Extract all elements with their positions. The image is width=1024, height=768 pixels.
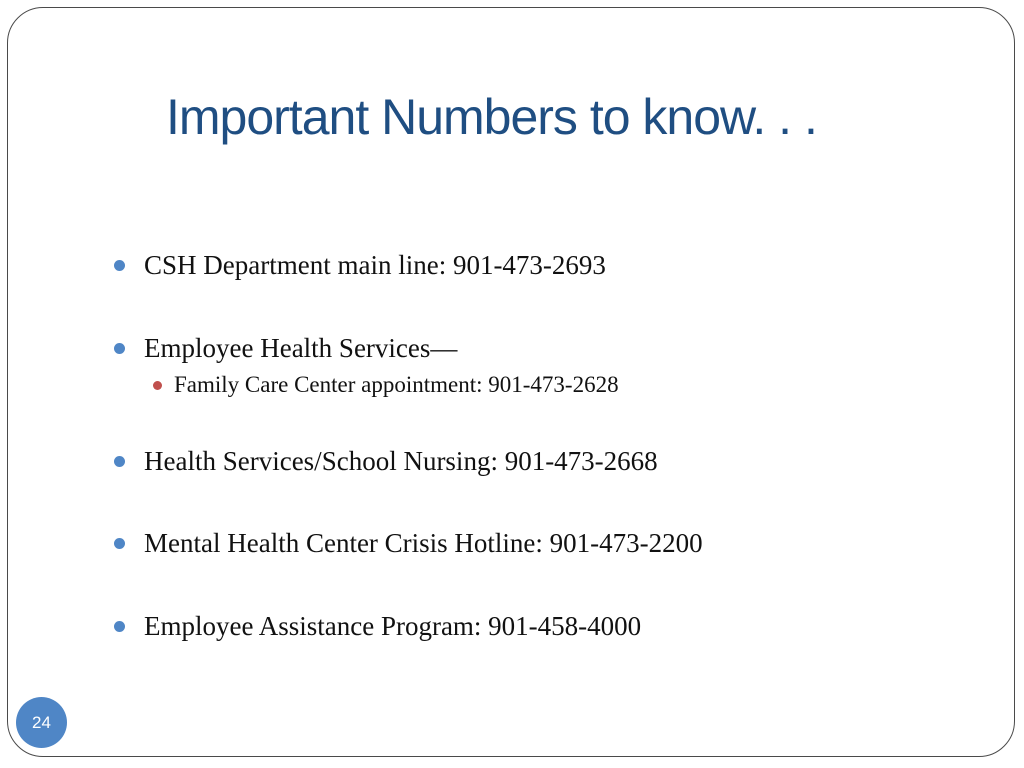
bullet-dot-icon (114, 538, 125, 549)
bullet-dot-icon (114, 456, 125, 467)
sub-bullet-text: Family Care Center appointment: 901-473-2628 (174, 372, 619, 397)
slide-title: Important Numbers to know. . . (166, 89, 817, 145)
sub-bullet-dot-icon (153, 381, 162, 390)
bullet-item-crisis-hotline (114, 523, 703, 563)
bullet-text: Employee Assistance Program: 901-458-4000 (144, 610, 642, 641)
page-number-badge (16, 697, 67, 748)
bullet-item-employee-health (114, 328, 457, 368)
bullet-text: Mental Health Center Crisis Hotline: 901-473-2200 (144, 527, 703, 558)
bullet-text: Health Services/School Nursing: 901-473-2668 (144, 445, 658, 476)
bullet-dot-icon (114, 621, 125, 632)
sub-bullet-item-family-care (153, 369, 619, 401)
bullet-item-csh-department (114, 245, 606, 285)
bullet-item-school-nursing (114, 441, 658, 481)
bullet-dot-icon (114, 343, 125, 354)
bullet-item-employee-assistance (114, 606, 641, 646)
bullet-dot-icon (114, 260, 125, 271)
page-number: 24 (32, 712, 51, 732)
bullet-text: CSH Department main line: 901-473-2693 (144, 249, 606, 280)
bullet-text: Employee Health Services— (144, 332, 458, 363)
